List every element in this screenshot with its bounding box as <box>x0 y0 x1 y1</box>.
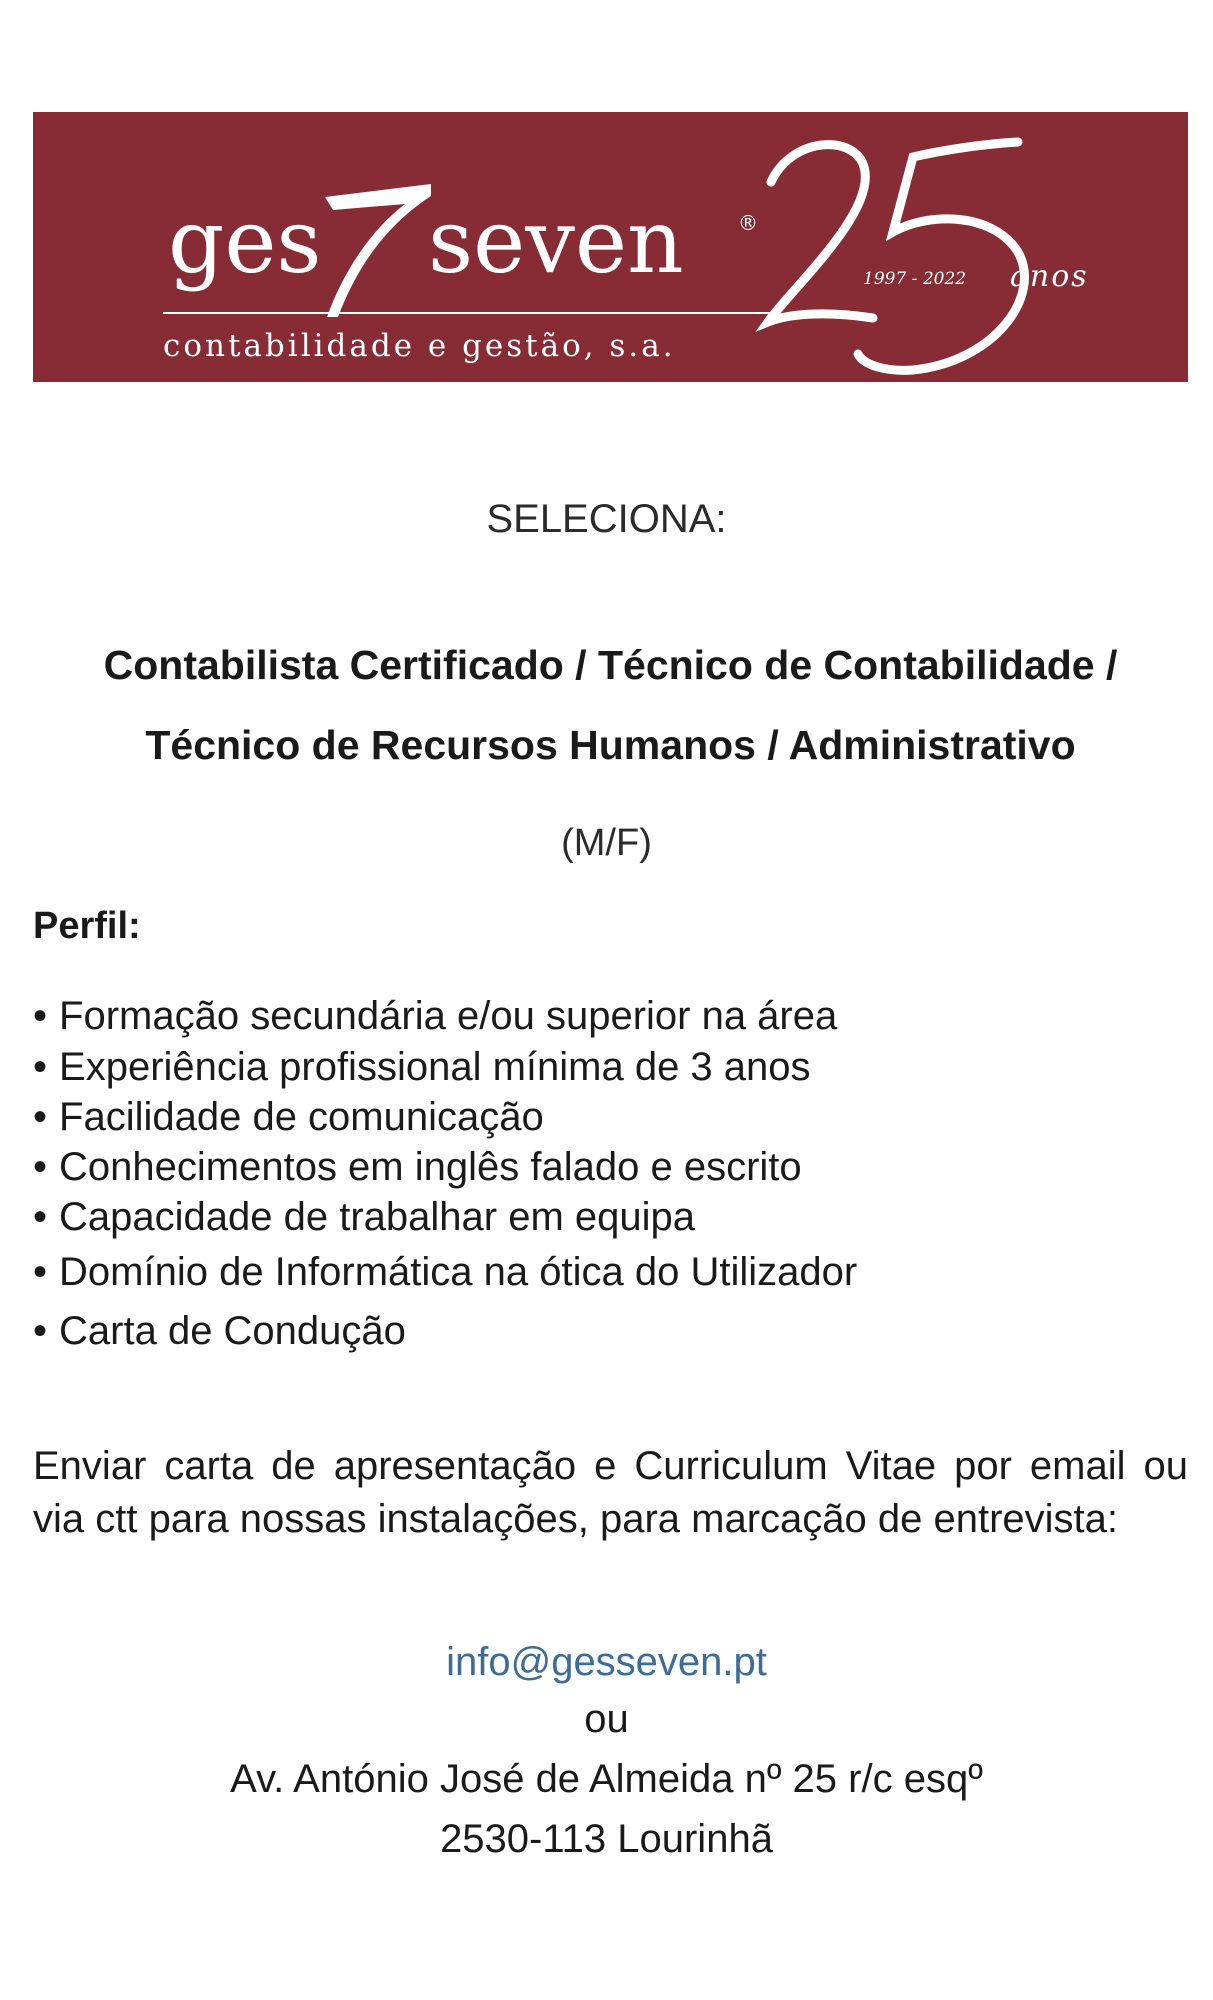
requirement-item: • Experiência profissional mínima de 3 anos <box>33 1045 811 1090</box>
requirement-item: • Domínio de Informática na ótica do Utilizador <box>33 1250 857 1295</box>
logo-tagline: contabilidade e gestão, s.a. <box>163 328 676 364</box>
or-separator: ou <box>584 1697 629 1741</box>
job-title-line-2: Técnico de Recursos Humanos / Administrativo <box>145 722 1076 768</box>
company-banner <box>33 112 1188 382</box>
selects-heading: SELECIONA: <box>486 497 727 541</box>
address-postal: 2530-113 Lourinhã <box>440 1817 773 1861</box>
gender-note: (M/F) <box>561 822 652 864</box>
logo-text-seven: seven <box>428 190 684 293</box>
requirement-item: • Formação secundária e/ou superior na área <box>33 994 837 1039</box>
registered-mark: ® <box>738 211 758 235</box>
requirement-item: • Facilidade de comunicação <box>33 1095 544 1140</box>
profile-heading: Perfil: <box>33 905 141 947</box>
anniversary-label: anos <box>1010 259 1089 294</box>
logo-text-ges: ges <box>168 190 322 293</box>
job-title-line-1: Contabilista Certificado / Técnico de Contabilidade / <box>103 642 1118 688</box>
contact-email-link[interactable]: info@gesseven.pt <box>446 1640 767 1684</box>
gesseven-logo <box>33 112 1188 382</box>
logo-seven-mark <box>325 184 431 317</box>
anniversary-years: 1997 - 2022 <box>863 269 967 289</box>
application-instructions: Enviar carta de apresentação e Curriculum Vitae por email ou via ctt para nossas instalações, para marcação de entrevista: <box>33 1444 1188 1541</box>
anniversary-2-stroke <box>768 145 873 322</box>
anniversary-5-stroke <box>858 142 1024 370</box>
job-title <box>33 625 1188 785</box>
logo-underline <box>163 312 773 314</box>
requirement-item: • Carta de Condução <box>33 1309 406 1354</box>
address-street: Av. António José de Almeida nº 25 r/c esqº <box>230 1757 983 1801</box>
requirement-item: • Capacidade de trabalhar em equipa <box>33 1195 695 1240</box>
requirement-item: • Conhecimentos em inglês falado e escrito <box>33 1145 802 1190</box>
